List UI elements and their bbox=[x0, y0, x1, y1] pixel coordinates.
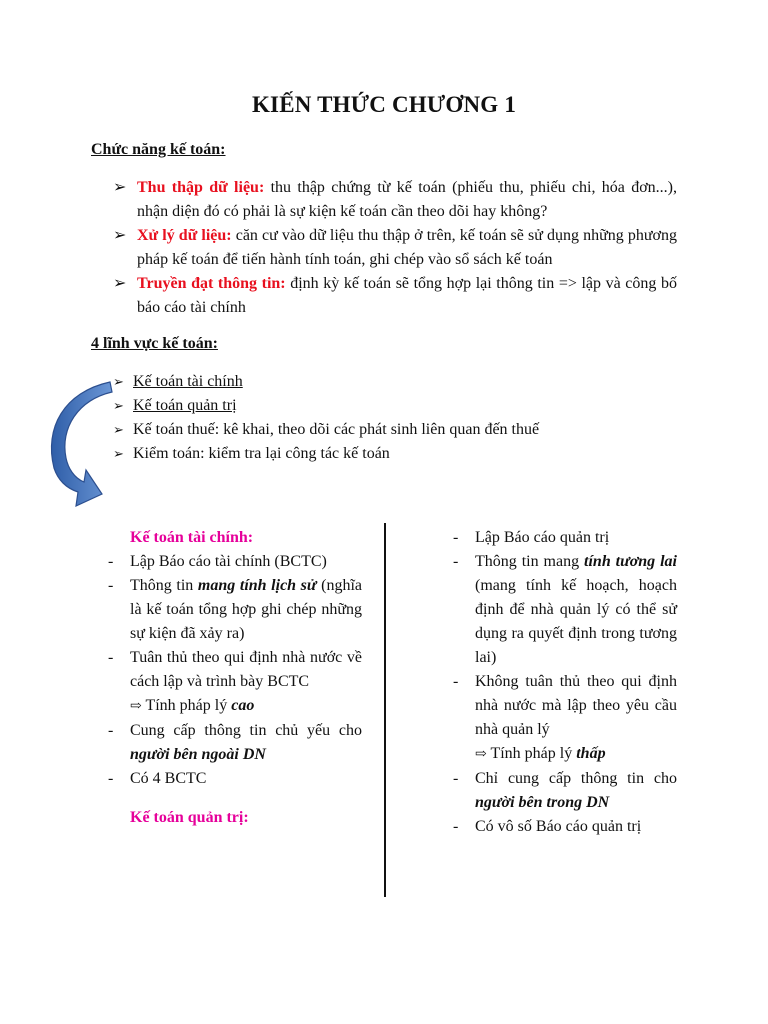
section-heading-fields: 4 lĩnh vực kế toán: bbox=[91, 335, 218, 352]
arrow-bullet-icon: ➢ bbox=[113, 422, 124, 437]
arrow-bullet-icon: ➢ bbox=[113, 398, 124, 413]
arrow-bullet-icon: ➢ bbox=[113, 179, 127, 196]
field-item: ➢ Kiểm toán: kiểm tra lại công tác kế toán bbox=[113, 442, 390, 466]
management-accounting-heading: Kế toán quản trị: bbox=[130, 809, 249, 826]
arrow-bullet-icon: ➢ bbox=[113, 374, 124, 389]
list-item: - Tuân thủ theo qui định nhà nước về cách lập và trình bày BCTC bbox=[108, 649, 362, 690]
hollow-arrow-icon: ⇨ bbox=[130, 699, 142, 714]
item-text: định kỳ kế toán sẽ tổng hợp lại thông tin => lập và công bố báo cáo tài chính bbox=[137, 275, 677, 316]
list-item: - Chỉ cung cấp thông tin cho người bên trong DN bbox=[453, 770, 677, 811]
function-item-collect bbox=[113, 176, 677, 224]
function-item-communicate bbox=[113, 272, 677, 320]
item-text: thu thập chứng từ kế toán (phiếu thu, phiếu chi, hóa đơn...), nhận diện đó có phải là sự kiện kế toán cần theo dõi hay không? bbox=[137, 179, 677, 220]
field-item: ➢ Kế toán quản trị bbox=[113, 394, 237, 418]
arrow-bullet-icon: ➢ bbox=[113, 227, 127, 244]
arrow-bullet-icon: ➢ bbox=[113, 446, 124, 461]
item-label: Xử lý dữ liệu: bbox=[137, 227, 232, 244]
curved-arrow-icon bbox=[36, 370, 116, 520]
management-accounting-column bbox=[447, 526, 677, 839]
implication-line: ⇨ Tính pháp lý thấp bbox=[475, 745, 606, 762]
financial-accounting-column bbox=[108, 526, 362, 830]
list-item: - Lập Báo cáo tài chính (BCTC) bbox=[108, 553, 327, 570]
list-item: - Có 4 BCTC bbox=[108, 770, 207, 787]
list-item: - Có vô số Báo cáo quản trị bbox=[453, 818, 642, 835]
column-divider bbox=[384, 523, 386, 897]
list-item: - Lập Báo cáo quản trị bbox=[453, 529, 610, 546]
list-item: - Thông tin mang tính lịch sử (nghĩa là kế toán tổng hợp ghi chép những sự kiện đã xảy ra) bbox=[108, 577, 362, 642]
field-item: ➢ Kế toán thuế: kê khai, theo dõi các phát sinh liên quan đến thuế bbox=[113, 418, 539, 442]
list-item: - Không tuân thủ theo qui định nhà nước mà lập theo yêu cầu nhà quản lý bbox=[453, 673, 677, 738]
hollow-arrow-icon: ⇨ bbox=[475, 747, 487, 762]
item-label: Thu thập dữ liệu: bbox=[137, 179, 265, 196]
implication-line: ⇨ Tính pháp lý cao bbox=[130, 697, 255, 714]
page-title: KIẾN THỨC CHƯƠNG 1 bbox=[251, 92, 517, 117]
item-text: căn cư vào dữ liệu thu thập ở trên, kế toán sẽ sử dụng những phương pháp kế toán để tiến hành tính toán, ghi chép vào sổ sách kế toán bbox=[137, 227, 677, 268]
list-item: - Cung cấp thông tin chủ yếu cho người bên ngoài DN bbox=[108, 722, 362, 763]
section-heading-functions: Chức năng kế toán: bbox=[91, 141, 226, 158]
function-item-process bbox=[113, 224, 677, 272]
arrow-bullet-icon: ➢ bbox=[113, 275, 127, 292]
item-label: Truyền đạt thông tin: bbox=[137, 275, 286, 292]
financial-accounting-heading: Kế toán tài chính: bbox=[130, 529, 254, 546]
list-item: - Thông tin mang tính tương lai (mang tính kế hoạch, hoạch định để nhà quản lý có thể sử dụng ra quyết định trong tương lai) bbox=[453, 553, 677, 666]
field-item: ➢ Kế toán tài chính bbox=[113, 370, 243, 394]
